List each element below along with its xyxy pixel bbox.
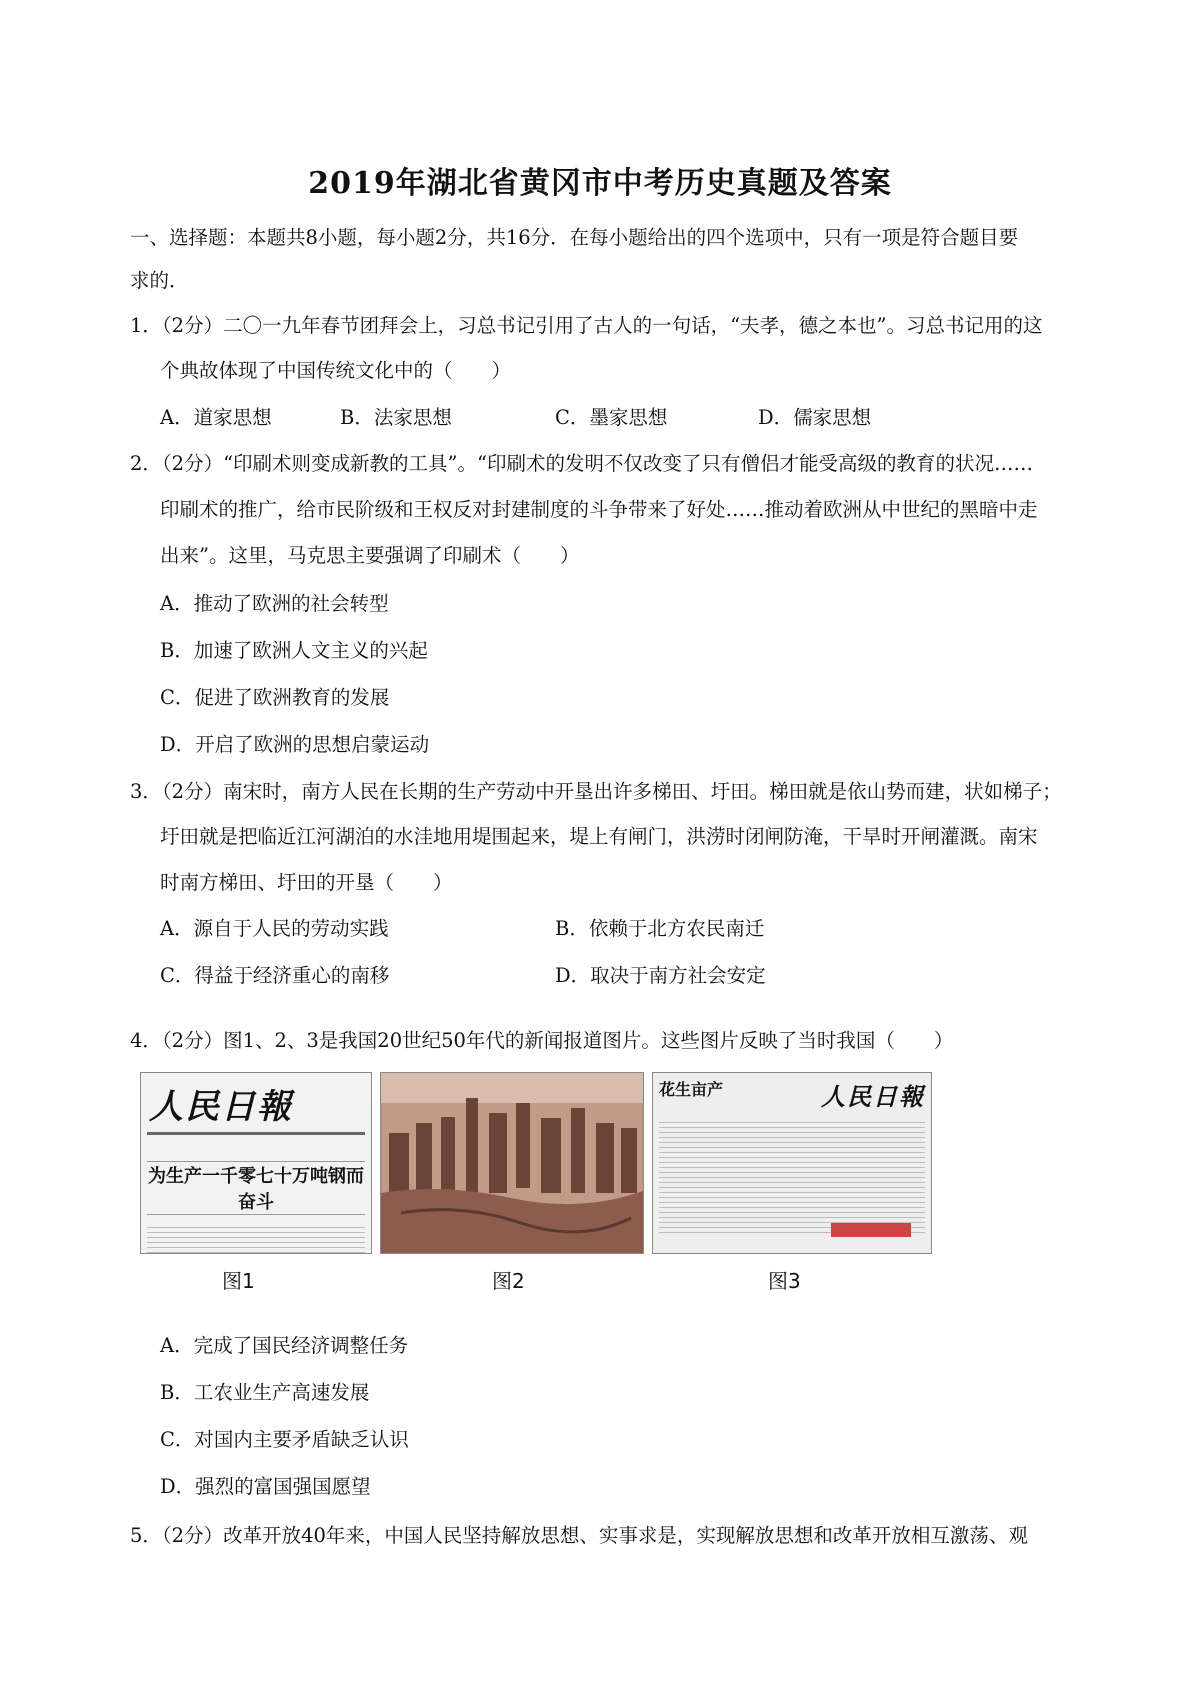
q1-option-d: D．儒家思想 <box>758 406 872 429</box>
q4-option-c: C．对国内主要矛盾缺乏认识 <box>160 1428 409 1451</box>
newspaper-masthead: 人民日報 <box>821 1082 925 1111</box>
question-2-line2: 印刷术的推广，给市民阶级和王权反对封建制度的斗争带来了好处……推动着欧洲从中世纪的黑暗中走 <box>160 498 1038 521</box>
q1-option-c: C．墨家思想 <box>555 406 668 429</box>
newspaper-headline: 为生产一千零七十万吨钢而奋斗 <box>147 1161 365 1215</box>
q4-option-a: A．完成了国民经济调整任务 <box>160 1334 409 1357</box>
furnace-photo-illustration <box>381 1073 643 1253</box>
figure-1-newspaper <box>140 1072 372 1254</box>
q2-option-b: B．加速了欧洲人文主义的兴起 <box>160 639 428 662</box>
q2-option-d: D．开启了欧洲的思想启蒙运动 <box>160 733 430 756</box>
newspaper-body-text <box>141 1139 371 1159</box>
question-5-line1: 5．（2分）改革开放40年来，中国人民坚持解放思想、实事求是，实现解放思想和改革开放相互激荡、观 <box>130 1524 1028 1547</box>
newspaper-masthead: 人民日報 <box>149 1087 293 1127</box>
question-1-line1: 1．（2分）二〇一九年春节团拜会上，习总书记引用了古人的一句话，“夫孝，德之本也”。习总书记用的这 <box>130 314 1043 337</box>
section-heading-line2: 求的． <box>130 269 189 292</box>
figure-3-newspaper <box>652 1072 932 1254</box>
section-heading-line1: 一、选择题：本题共8小题，每小题2分，共16分．在每小题给出的四个选项中，只有一项是符合题目要 <box>130 226 1019 249</box>
question-3-line2: 圩田就是把临近江河湖泊的水洼地用堤围起来，堤上有闸门，洪涝时闭闸防淹，干旱时开闸灌溉。南宋 <box>160 825 1038 848</box>
question-4-line1: 4．（2分）图1、2、3是我国20世纪50年代的新闻报道图片。这些图片反映了当时我国（ ） <box>130 1029 954 1052</box>
q3-option-a: A．源自于人民的劳动实践 <box>160 917 389 940</box>
figure-1-caption: 图1 <box>222 1269 255 1293</box>
question-3-line1: 3．（2分）南宋时，南方人民在长期的生产劳动中开垦出许多梯田、圩田。梯田就是依山势而建，状如梯子； <box>130 780 1062 803</box>
q4-option-d: D．强烈的富国强国愿望 <box>160 1475 371 1498</box>
question-3-line3: 时南方梯田、圩田的开垦（ ） <box>160 871 453 894</box>
q1-option-b: B．法家思想 <box>340 406 452 429</box>
q2-option-c: C．促进了欧洲教育的发展 <box>160 686 390 709</box>
newspaper-headline: 花生亩产 <box>659 1080 724 1099</box>
question-1-line2: 个典故体现了中国传统文化中的（ ） <box>160 359 512 382</box>
question-2-line3: 出来”。这里，马克思主要强调了印刷术（ ） <box>160 544 580 567</box>
newspaper-text-block <box>147 1223 365 1254</box>
newspaper-text-block <box>659 1118 925 1236</box>
page-title: 2019年湖北省黄冈市中考历史真题及答案 <box>308 166 892 201</box>
q2-option-a: A．推动了欧洲的社会转型 <box>160 592 389 615</box>
q1-option-a: A．道家思想 <box>160 406 272 429</box>
figure-2-photo <box>380 1072 644 1254</box>
figure-3-caption: 图3 <box>768 1269 801 1293</box>
question-2-line1: 2．（2分）“印刷术则变成新教的工具”。“印刷术的发明不仅改变了只有僧侣才能受高级的教育的状况…… <box>130 452 1033 475</box>
q3-option-c: C．得益于经济重心的南移 <box>160 964 390 987</box>
newspaper-figures <box>140 1072 970 1293</box>
q4-option-b: B．工农业生产高速发展 <box>160 1381 370 1404</box>
q3-option-d: D．取决于南方社会安定 <box>555 964 766 987</box>
q3-option-b: B．依赖于北方农民南迁 <box>555 917 765 940</box>
newspaper-red-mark <box>831 1223 911 1237</box>
figure-2-caption: 图2 <box>492 1269 525 1293</box>
